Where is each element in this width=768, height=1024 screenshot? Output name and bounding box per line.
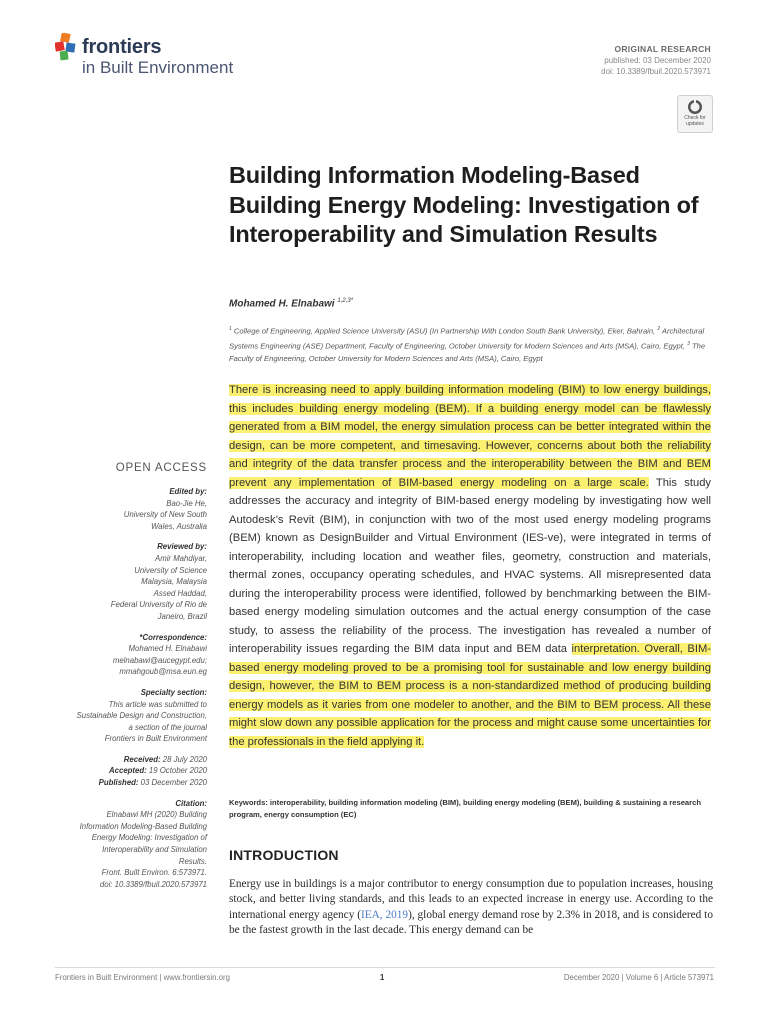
specialty-section-heading: Specialty section:	[140, 687, 207, 697]
affiliations	[229, 323, 714, 365]
meta-line: Frontiers in Built Environment	[104, 734, 207, 744]
check-for-updates-badge[interactable]	[677, 95, 713, 133]
meta-line: Wales, Australia	[151, 521, 207, 531]
meta-line: Information Modeling-Based Building	[79, 821, 207, 831]
meta-line: Bao-Jie He,	[166, 498, 207, 508]
accepted-value: 19 October 2020	[146, 766, 207, 776]
citation-heading: Citation:	[175, 798, 207, 808]
affiliation-text: College of Engineering, Applied Science University (ASU) (In Partnership With London South Bank University), Eker, Bahrain,	[231, 326, 658, 336]
meta-line: Janeiro, Brazil	[157, 611, 207, 621]
affiliation-number: 3	[687, 340, 690, 347]
correspondence-heading: *Correspondence:	[139, 632, 207, 642]
published-date: published: 03 December 2020	[604, 56, 711, 65]
page-number: 1	[380, 973, 385, 982]
published-label: Published:	[98, 778, 139, 788]
journal-logo-subtitle: in Built Environment	[82, 58, 234, 77]
open-access-label: OPEN ACCESS	[115, 462, 207, 474]
footer-journal-link[interactable]: Frontiers in Built Environment | www.frontiersin.org	[55, 973, 230, 982]
received-label: Received:	[123, 754, 161, 764]
abstract	[229, 381, 711, 751]
intro-text: ), global energy demand rose by 2.3% in 2018, and is considered to be the fastest growth in the last decade. This energy demand can be	[229, 908, 713, 936]
citation-doi-link[interactable]: doi: 10.3389/fbuil.2020.573971	[99, 879, 207, 889]
meta-line: This article was submitted to	[108, 699, 207, 709]
meta-line: University of New South	[123, 510, 207, 520]
footer-issue-info: December 2020 | Volume 6 | Article 573971	[563, 973, 714, 982]
correspondence-block	[54, 632, 207, 678]
accepted-date	[54, 765, 207, 777]
published-value: 03 December 2020	[138, 778, 207, 788]
received-value: 28 July 2020	[160, 754, 207, 764]
check-for-updates-label: Check for updates	[684, 115, 706, 127]
email-link[interactable]: melnabawi@aucegypt.edu;	[112, 655, 207, 665]
affiliation-number: 2	[657, 326, 661, 332]
meta-line: Mohamed H. Elnabawi	[128, 644, 207, 654]
meta-line: Assed Haddad,	[153, 588, 207, 598]
reviewed-by-block	[54, 541, 207, 622]
edited-by-block	[54, 486, 207, 532]
meta-line: Energy Modeling: Investigation of	[91, 833, 207, 843]
edited-by-heading: Edited by:	[169, 487, 207, 496]
meta-line: Results.	[178, 856, 207, 866]
article-title: Building Information Modeling-Based Building Energy Modeling: Investigation of Interoperability and Simulation Results	[229, 162, 699, 247]
introduction-paragraph	[229, 877, 713, 938]
abstract-text: This study addresses the accuracy and integrity of BIM-based energy modeling by investigating how well Autodesk’s Revit (BIM), in conjunction with two of the most used energy modeling programs (BEM) known as DesignBuilder and Virtual Environment (IES-ve), were integrated in terms of interoperability, including location and weather files, geometry, construction and materials, thermal zones, occupancy operating schedules, and HVAC systems. All misrepresented data during the interoperability process were identified, followed by benchmarking between the BIM-based energy modeling simulation outcomes and the actual energy consumption of the case study, to assess the reliability of the process. The investigation has revealed a number of interoperability issues regarding the BIM data input and BEM data	[229, 476, 712, 655]
published-date-side	[54, 777, 207, 789]
frontiers-logo-icon	[55, 33, 79, 61]
meta-line: University of Science	[134, 565, 207, 575]
author-affiliation-marks: 1,2,3*	[337, 298, 354, 304]
meta-line: Amir Mahdiyar,	[155, 553, 207, 563]
meta-line: a section of the journal	[128, 722, 207, 732]
affiliation-text: Architectural Systems Engineering (ASE) Department, Faculty of Engineering, October University for Modern Sciences and Arts (MSA), Cairo, Egypt,	[229, 326, 705, 351]
accepted-label: Accepted:	[109, 766, 147, 776]
meta-line: Interoperability and Simulation	[102, 845, 207, 855]
reviewed-by-heading: Reviewed by:	[157, 542, 207, 552]
received-date	[54, 754, 207, 766]
meta-line: Front. Built Environ. 6:573971.	[101, 868, 207, 878]
intro-text: Energy use in buildings is a major contributor to energy consumption due to population increases, housing stock, and better living standards, and this leads to an expected increase in energy use. According to the international energy agency (	[229, 878, 713, 921]
affiliation-number: 1	[229, 326, 232, 332]
reference-link[interactable]: IEA, 2019	[360, 908, 409, 921]
article-info-sidebar	[54, 462, 207, 899]
doi-link[interactable]: doi: 10.3389/fbuil.2020.573971	[601, 67, 711, 76]
meta-line: Federal University of Rio de	[110, 600, 207, 610]
abstract-highlight: There is increasing need to apply building information modeling (BIM) to low energy buildings, this includes building energy modeling (BEM). If a building energy model can be flawlessly generated from a BIM model, the energy simulation process can be better integrated within the design, can be more competent, and timesaving. However, concerns about both the reliability and integrity of the data transfer process and the interoperability between the BIM and BEM prevent any implementation of BIM-based energy modeling on a large scale.	[229, 384, 711, 489]
abstract-highlight: interpretation. Overall, BIM-based energy modeling proved to be a promising tool for sustainable and low energy building design, however, the BIM to BEM process is a non-standardized method of producing building energy models as it varies from one modeler to another, and the BIM to BEM process. All these might slow down any possible application for the process and might cause some uncertainties for the professionals in the field applying it.	[229, 643, 711, 748]
specialty-section-block	[54, 687, 207, 745]
article-type-label: ORIGINAL RESEARCH	[614, 44, 711, 54]
author-name[interactable]: Mohamed H. Elnabawi	[229, 298, 335, 310]
keywords: Keywords: interoperability, building information modeling (BIM), building energy modeling (BEM), building & sustaining a research program, energy consumption (EC)	[229, 798, 701, 819]
affiliation-text: The Faculty of Engineering, October University for Modern Sciences and Arts (MSA), Cairo, Egypt	[229, 341, 706, 364]
citation-block	[54, 798, 207, 891]
section-heading-introduction: INTRODUCTION	[229, 847, 339, 863]
meta-line: Malaysia, Malaysia	[141, 577, 207, 587]
footer-divider	[55, 967, 715, 968]
check-updates-icon	[687, 99, 703, 115]
journal-logo-word: frontiers	[82, 36, 162, 58]
dates-block	[54, 754, 207, 789]
meta-line: Sustainable Design and Construction,	[76, 711, 207, 721]
author-line[interactable]	[229, 298, 353, 309]
email-link[interactable]: mmahgoub@msa.eun.eg	[119, 667, 207, 677]
meta-line: Elnabawi MH (2020) Building	[106, 810, 207, 820]
